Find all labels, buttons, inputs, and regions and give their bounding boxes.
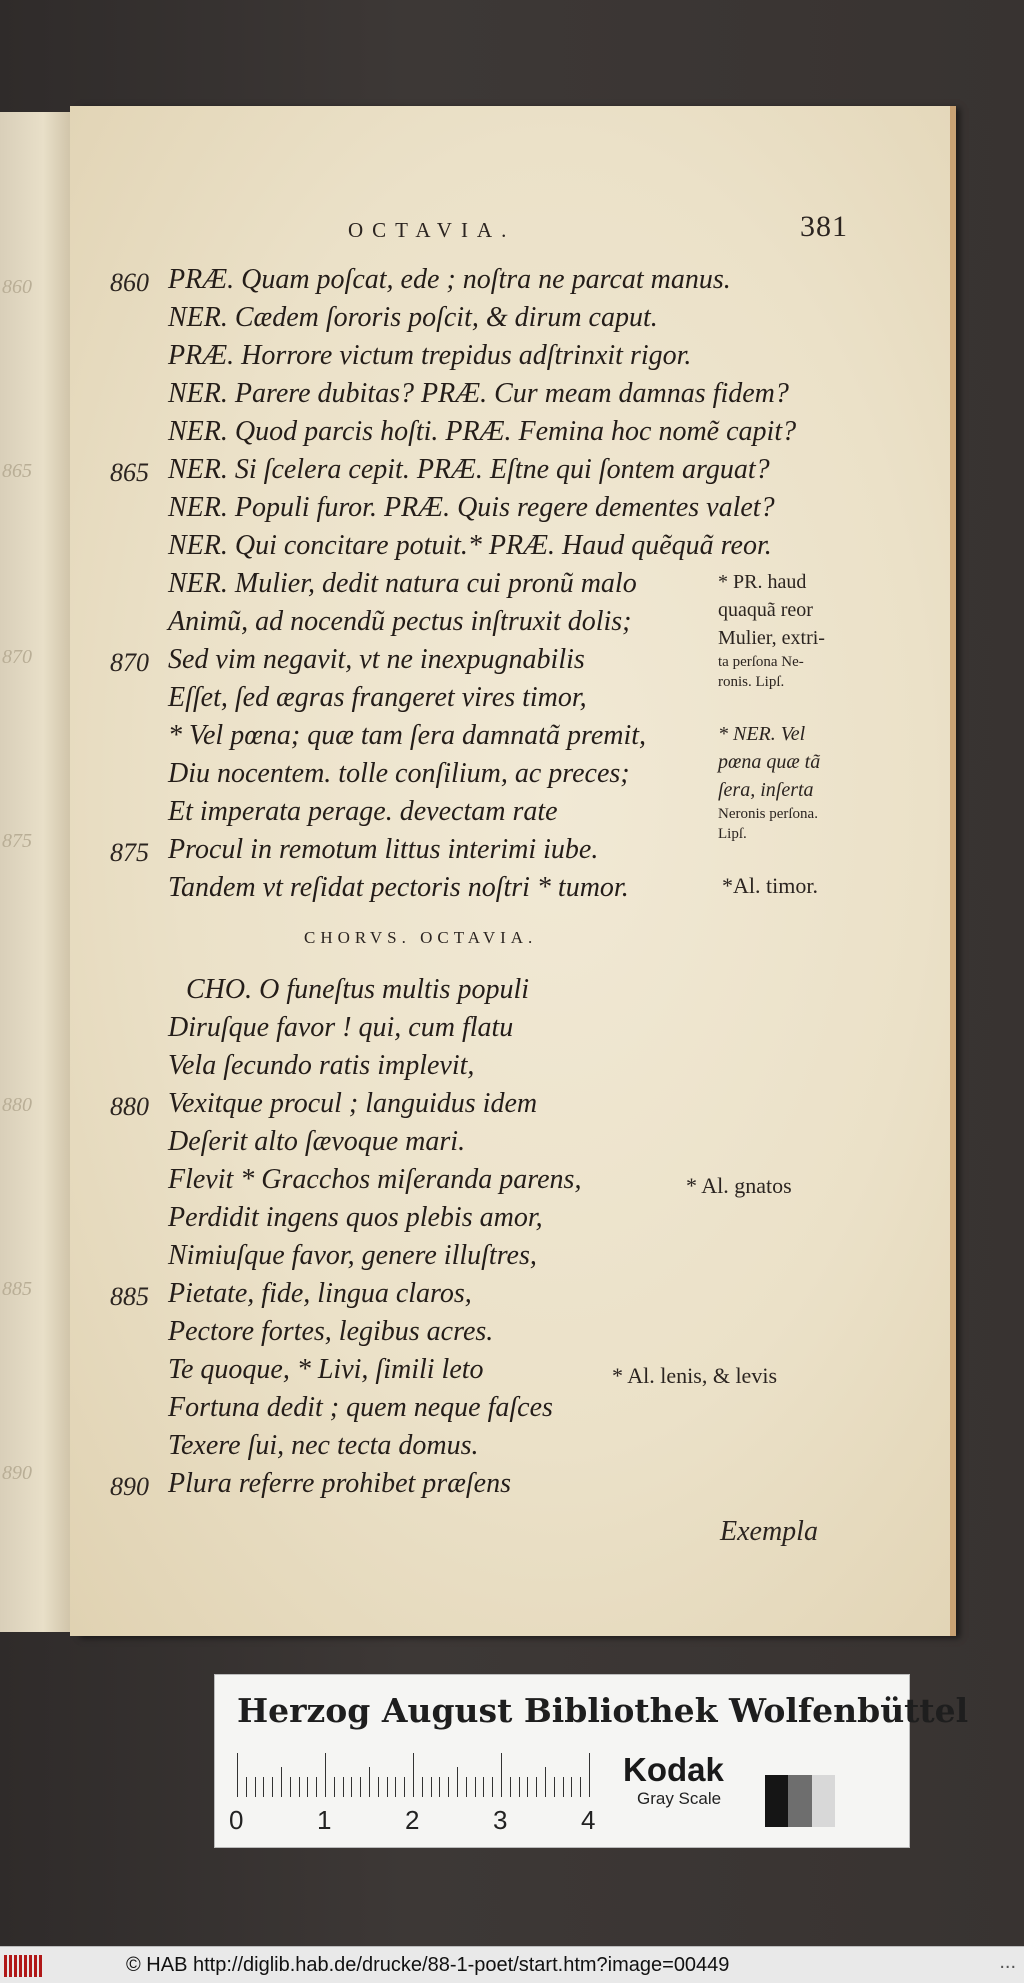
ruler-tick [255,1777,256,1797]
ruler-tick [395,1777,396,1797]
note-line: Lipſ. [718,826,747,842]
gray-patch-light [812,1775,835,1827]
verse-number: 870 [110,648,149,677]
ruler-label: 3 [493,1805,508,1835]
note-line: * PR. haud [718,571,807,593]
verse-line: Diruſque favor ! qui, cum flatu [168,1012,514,1043]
footer-bar [0,1946,1024,1983]
verse-line: NER. Qui concitare potuit.* PRÆ. Haud quẽquã reor. [168,530,772,561]
verse-line: NER. Mulier, dedit natura cui pronũ malo [168,568,637,599]
ruler-tick [263,1777,264,1797]
ruler-tick [563,1777,564,1797]
verse-line: Sed vim negavit, vt ne inexpugnabilis [168,644,585,675]
more-menu-icon[interactable]: ... [999,1951,1016,1973]
note-line: ſera, inſerta [718,779,814,801]
ruler-tick [439,1777,440,1797]
ruler-label: 2 [405,1805,420,1835]
left-page-line-number: 860 [2,276,32,298]
ruler-tick [325,1753,326,1797]
verse-line: Te quoque, * Livi, ſimili leto [168,1354,484,1385]
ruler-label: 0 [229,1805,244,1835]
catchword: Exempla [720,1516,818,1547]
note-line: pœna quæ tã [718,751,821,773]
verse-line: Pietate, fide, lingua claros, [168,1278,472,1309]
verse-line: NER. Parere dubitas? PRÆ. Cur meam damnas fidem? [168,378,789,409]
verse-line: Procul in remotum littus interimi iube. [168,834,599,865]
marginal-note: *Al. timor. [722,873,818,898]
left-page-line-number: 870 [2,646,32,668]
gray-patch-black [765,1775,788,1827]
ruler-tick [483,1777,484,1797]
gray-scale-label: Gray Scale [637,1789,722,1808]
verse-line: Fortuna dedit ; quem neque faſces [168,1392,553,1423]
verse-line: Eſſet, ſed ægras frangeret vires timor, [168,682,587,713]
gray-patches [765,1775,835,1827]
verse-line: NER. Quod parcis hoſti. PRÆ. Femina hoc nomẽ capit? [168,416,797,447]
ruler-tick [290,1777,291,1797]
measurement-ruler [237,1753,617,1805]
ruler-tick [369,1767,370,1797]
ruler-tick [571,1777,572,1797]
marginal-note [718,720,820,844]
ruler-tick [413,1753,414,1797]
verse-line: Nimiuſque favor, genere illuſtres, [168,1240,537,1271]
verse-line: Pectore fortes, legibus acres. [168,1316,494,1347]
ruler-tick [554,1777,555,1797]
verse-number: 880 [110,1092,149,1121]
verse-number: 865 [110,458,149,487]
verse-line: Et imperata perage. devectam rate [168,796,558,827]
verse-line: Perdidit ingens quos plebis amor, [168,1202,543,1233]
gray-patch-mid [788,1775,811,1827]
running-title: OCTAVIA. [348,218,516,242]
kodak-logo: Kodak [623,1751,724,1788]
verse-number: 875 [110,838,149,867]
left-page-line-number: 875 [2,830,32,852]
ruler-label: 4 [581,1805,596,1835]
verse-line: Vela ſecundo ratis implevit, [168,1050,475,1081]
verse-number: 890 [110,1472,149,1501]
verse-number: 885 [110,1282,149,1311]
page-number: 381 [800,210,848,243]
verse-number: 860 [110,268,149,297]
note-line: quaquã reor [718,599,813,621]
note-line: ronis. Lipſ. [718,674,785,690]
ruler-tick [492,1777,493,1797]
verse-line: Flevit * Gracchos miſeranda parens, [168,1164,582,1195]
ruler-tick [466,1777,467,1797]
left-page-line-number: 865 [2,460,32,482]
hab-logo-icon [4,1955,44,1977]
note-line: Mulier, extri- [718,627,825,649]
ruler-tick [501,1753,502,1797]
note-line: ta perſona Ne- [718,654,804,670]
ruler-tick [334,1777,335,1797]
verse-line: Animũ, ad nocendũ pectus inſtruxit dolis; [168,606,632,637]
color-reference-card [214,1674,969,1848]
verse-line: NER. Cædem ſororis poſcit, & dirum caput. [168,302,658,333]
ruler-tick [281,1767,282,1797]
ruler-tick [448,1777,449,1797]
ruler-tick [457,1767,458,1797]
verse-line: Vexitque procul ; languidus idem [168,1088,538,1119]
ruler-tick [351,1777,352,1797]
verse-line: PRÆ. Horrore victum trepidus adſtrinxit rigor. [168,340,692,371]
ruler-tick [475,1777,476,1797]
ruler-label: 1 [317,1805,332,1835]
ruler-tick [378,1777,379,1797]
ruler-tick [360,1777,361,1797]
verse-line: Plura referre prohibet præſens [168,1468,511,1499]
note-line: * NER. Vel [718,723,806,745]
ruler-tick [589,1753,590,1797]
ruler-tick [237,1753,238,1797]
ruler-tick [272,1777,273,1797]
ruler-tick [545,1767,546,1797]
copyright-link[interactable]: © HAB http://diglib.hab.de/drucke/88-1-poet/start.htm?image=00449 [126,1954,730,1976]
chorus-heading: CHORVS. OCTAVIA. [304,928,538,947]
ruler-tick [510,1777,511,1797]
left-page-line-number: 885 [2,1278,32,1300]
marginal-note: * Al. gnatos [686,1173,792,1198]
verse-line: NER. Si ſcelera cepit. PRÆ. Eſtne qui ſontem arguat? [168,454,770,485]
ruler-tick [431,1777,432,1797]
ruler-tick [307,1777,308,1797]
verse-line: Deſerit alto ſævoque mari. [168,1126,466,1157]
ruler-tick [519,1777,520,1797]
verse-line: Texere ſui, nec tecta domus. [168,1430,479,1461]
note-line: Neronis perſona. [718,806,818,822]
ruler-tick [580,1777,581,1797]
ruler-tick [422,1777,423,1797]
marginal-note: * Al. lenis, & levis [612,1363,777,1388]
ruler-tick [316,1777,317,1797]
library-name: Herzog August Bibliothek Wolfenbüttel [237,1691,969,1730]
verse-line: PRÆ. Quam poſcat, ede ; noſtra ne parcat manus. [168,264,731,295]
verse-line: NER. Populi furor. PRÆ. Quis regere dementes valet? [168,492,775,523]
ruler-tick [299,1777,300,1797]
left-page-line-number: 880 [2,1094,32,1116]
ruler-tick [387,1777,388,1797]
ruler-tick [536,1777,537,1797]
marginal-note [718,568,825,692]
left-page-line-number: 890 [2,1462,32,1484]
left-page-edge [0,112,72,1632]
verse-line: Tandem vt reſidat pectoris noſtri * tumor. [168,872,629,903]
book-page [70,106,950,1636]
ruler-tick [246,1777,247,1797]
ruler-tick [404,1777,405,1797]
verse-line: CHO. O funeſtus multis populi [186,974,530,1005]
ruler-tick [343,1777,344,1797]
verse-line: Diu nocentem. tolle conſilium, ac preces; [168,758,630,789]
verse-line: * Vel pœna; quæ tam ſera damnatã premit, [168,720,647,751]
ruler-tick [527,1777,528,1797]
